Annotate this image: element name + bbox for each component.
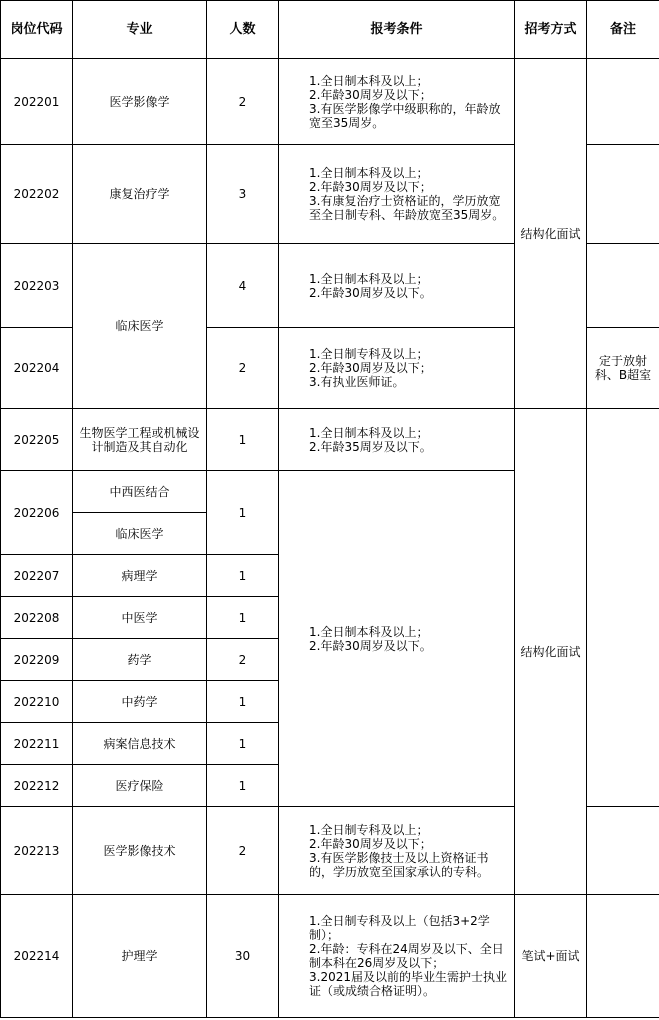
condition-line: 1.全日制本科及以上；: [309, 624, 429, 639]
header-major: 专业: [73, 1, 207, 59]
count: 1: [207, 723, 279, 765]
conditions: [279, 895, 515, 1018]
conditions: [279, 409, 515, 471]
conditions: [279, 807, 515, 895]
condition-line: 1.全日制专科及以上（包括3+2学制）；: [309, 914, 490, 942]
condition-line: 3.有医学影像技士及以上资格证书的，学历放宽至国家承认的专科。: [309, 850, 490, 879]
count: 2: [207, 807, 279, 895]
note: [587, 244, 659, 328]
condition-line: 1.全日制专科及以上；: [309, 822, 429, 837]
condition-line: 1.全日制本科及以上；: [309, 271, 429, 286]
post-code: 202205: [1, 409, 73, 471]
header-row: [1, 1, 659, 59]
post-code: 202213: [1, 807, 73, 895]
post-code: 202212: [1, 765, 73, 807]
condition-line: 2.年龄30周岁及以下；: [309, 836, 432, 851]
count: 2: [207, 328, 279, 409]
major: 药学: [73, 639, 207, 681]
count: 3: [207, 145, 279, 244]
method-group-1: 结构化面试: [515, 59, 587, 409]
condition-line: 2.年龄30周岁及以下；: [309, 87, 432, 102]
header-note: 备注: [587, 1, 659, 59]
post-code: 202208: [1, 597, 73, 639]
post-code: 202211: [1, 723, 73, 765]
major: 中药学: [73, 681, 207, 723]
major: 临床医学: [73, 244, 207, 409]
condition-line: 2.年龄：专科在24周岁及以下、全日制本科在26周岁及以下；: [309, 942, 504, 970]
major: 康复治疗学: [73, 145, 207, 244]
note: 定于放射科、B超室: [587, 328, 659, 409]
post-code: 202203: [1, 244, 73, 328]
major: 医疗保险: [73, 765, 207, 807]
major: 医学影像技术: [73, 807, 207, 895]
condition-line: 1.全日制专科及以上；: [309, 347, 429, 361]
condition-line: 1.全日制本科及以上；: [309, 166, 429, 180]
count: 30: [207, 895, 279, 1018]
note: [587, 59, 659, 145]
count: 2: [207, 59, 279, 145]
post-code: 202201: [1, 59, 73, 145]
header-conditions: 报考条件: [279, 1, 515, 59]
note: [587, 895, 659, 1018]
method: 笔试+面试: [515, 895, 587, 1018]
condition-line: 1.全日制本科及以上；: [309, 425, 429, 440]
count: 1: [207, 409, 279, 471]
major: 中医学: [73, 597, 207, 639]
count: 4: [207, 244, 279, 328]
major: 护理学: [73, 895, 207, 1018]
table-row: [1, 409, 659, 471]
shared-conditions: [279, 471, 515, 807]
condition-line: 3.有医学影像学中级职称的，年龄放宽至35周岁。: [309, 101, 501, 130]
post-code: 202206: [1, 471, 73, 555]
condition-line: 2.年龄30周岁及以下；: [309, 180, 432, 194]
conditions: [279, 145, 515, 244]
conditions: [279, 328, 515, 409]
count: 1: [207, 597, 279, 639]
table-row: [1, 59, 659, 145]
condition-line: 3.有执业医师证。: [309, 375, 405, 389]
header-count: 人数: [207, 1, 279, 59]
table-row: [1, 895, 659, 1018]
note: [587, 807, 659, 895]
post-code: 202202: [1, 145, 73, 244]
post-code: 202214: [1, 895, 73, 1018]
method-group-2: 结构化面试: [515, 409, 587, 895]
major: 中西医结合: [73, 471, 207, 513]
note: [587, 409, 659, 807]
condition-line: 3.有康复治疗士资格证的，学历放宽至全日制专科、年龄放宽至35周岁。: [309, 194, 505, 222]
header-method: 招考方式: [515, 1, 587, 59]
major: 医学影像学: [73, 59, 207, 145]
count: 1: [207, 471, 279, 555]
major: 生物医学工程或机械设计制造及其自动化: [73, 409, 207, 471]
conditions: [279, 244, 515, 328]
condition-line: 1.全日制本科及以上；: [309, 73, 429, 88]
condition-line: 3.2021届及以前的毕业生需护士执业证（或成绩合格证明）。: [309, 970, 507, 998]
post-code: 202210: [1, 681, 73, 723]
condition-line: 2.年龄30周岁及以下。: [309, 285, 432, 300]
major: 病案信息技术: [73, 723, 207, 765]
condition-line: 2.年龄30周岁及以下；: [309, 361, 432, 375]
condition-line: 2.年龄30周岁及以下。: [309, 638, 432, 653]
count: 1: [207, 765, 279, 807]
major: 病理学: [73, 555, 207, 597]
condition-line: 2.年龄35周岁及以下。: [309, 439, 432, 454]
post-code: 202207: [1, 555, 73, 597]
post-code: 202204: [1, 328, 73, 409]
post-code: 202209: [1, 639, 73, 681]
conditions: [279, 59, 515, 145]
header-code: 岗位代码: [1, 1, 73, 59]
note: [587, 145, 659, 244]
major: 临床医学: [73, 513, 207, 555]
count: 1: [207, 681, 279, 723]
count: 1: [207, 555, 279, 597]
count: 2: [207, 639, 279, 681]
